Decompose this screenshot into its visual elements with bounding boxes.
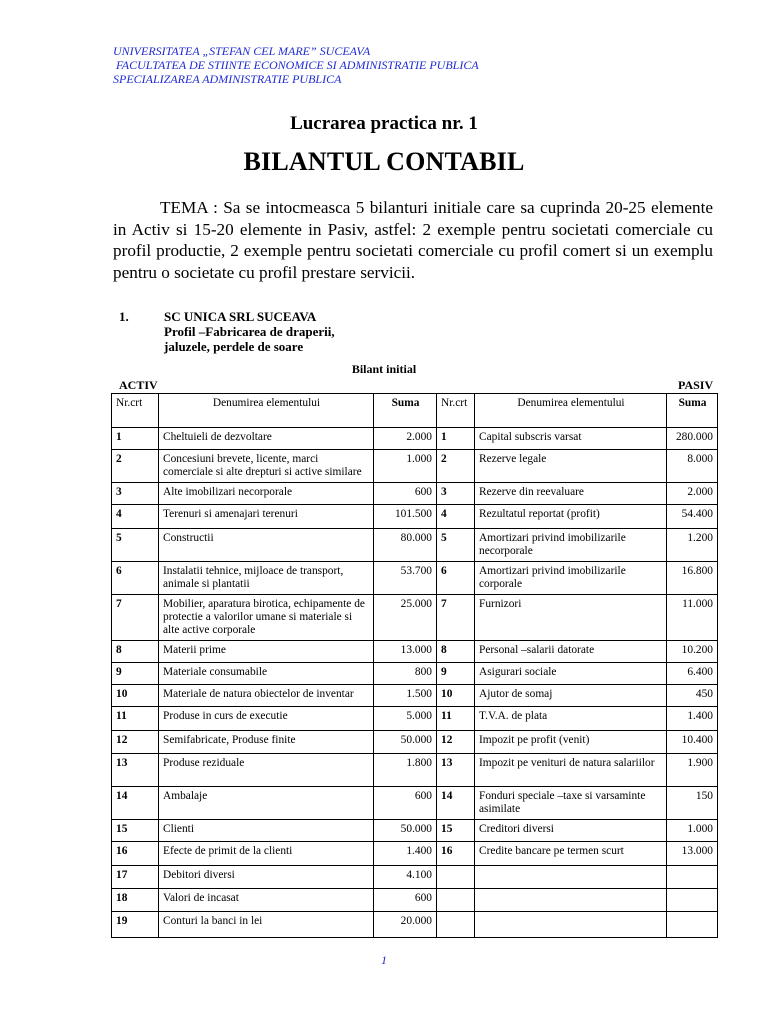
activ-name-cell: Terenuri si amenajari terenuri [159, 505, 374, 529]
activ-nr-cell: 9 [112, 663, 159, 685]
pasiv-nr-cell: 5 [437, 529, 475, 562]
pasiv-sum-cell: 16.800 [667, 562, 718, 595]
activ-nr-cell: 13 [112, 754, 159, 787]
pasiv-name-cell [475, 866, 667, 889]
pasiv-nr-cell: 14 [437, 787, 475, 820]
activ-sum-cell: 600 [374, 889, 437, 912]
col-header-suma-pasiv: Suma [667, 394, 718, 428]
pasiv-name-cell: Asigurari sociale [475, 663, 667, 685]
activ-sum-cell: 80.000 [374, 529, 437, 562]
activ-name-cell: Constructii [159, 529, 374, 562]
activ-sum-cell: 101.500 [374, 505, 437, 529]
activ-sum-cell: 600 [374, 483, 437, 505]
pasiv-name-cell [475, 889, 667, 912]
pasiv-name-cell: Rezerve din reevaluare [475, 483, 667, 505]
pasiv-sum-cell: 54.400 [667, 505, 718, 529]
activ-nr-cell: 4 [112, 505, 159, 529]
activ-sum-cell: 50.000 [374, 731, 437, 754]
activ-name-cell: Debitori diversi [159, 866, 374, 889]
table-row [112, 866, 718, 889]
pasiv-sum-cell [667, 889, 718, 912]
table-header-row [112, 394, 718, 428]
pasiv-nr-cell: 2 [437, 450, 475, 483]
pasiv-name-cell: Creditori diversi [475, 820, 667, 842]
table-row [112, 754, 718, 787]
pasiv-sum-cell: 1.000 [667, 820, 718, 842]
pasiv-sum-cell: 150 [667, 787, 718, 820]
activ-sum-cell: 53.700 [374, 562, 437, 595]
activ-name-cell: Conturi la banci in lei [159, 912, 374, 938]
pasiv-name-cell: T.V.A. de plata [475, 707, 667, 731]
pasiv-name-cell [475, 912, 667, 938]
col-header-denumire-activ: Denumirea elementului [159, 394, 374, 428]
university-header [113, 44, 479, 86]
pasiv-nr-cell [437, 912, 475, 938]
pasiv-sum-cell: 10.400 [667, 731, 718, 754]
col-header-nr-activ: Nr.crt [112, 394, 159, 428]
company-profile-line1: Profil –Fabricarea de draperii, [164, 324, 335, 339]
col-header-suma-activ: Suma [374, 394, 437, 428]
bilant-title: Bilant initial [351, 362, 417, 376]
pasiv-sum-cell: 1.400 [667, 707, 718, 731]
pasiv-sum-cell [667, 866, 718, 889]
pasiv-sum-cell: 6.400 [667, 663, 718, 685]
activ-sum-cell: 1.500 [374, 685, 437, 707]
activ-name-cell: Cheltuieli de dezvoltare [159, 428, 374, 450]
table-row [112, 562, 718, 595]
pasiv-name-cell: Personal –salarii datorate [475, 641, 667, 663]
header-specialization: SPECIALIZAREA ADMINISTRATIE PUBLICA [113, 72, 342, 86]
pasiv-nr-cell: 9 [437, 663, 475, 685]
activ-name-cell: Materii prime [159, 641, 374, 663]
activ-nr-cell: 18 [112, 889, 159, 912]
activ-sum-cell: 600 [374, 787, 437, 820]
activ-sum-cell: 13.000 [374, 641, 437, 663]
activ-nr-cell: 11 [112, 707, 159, 731]
page-number: 1 [381, 953, 387, 967]
pasiv-label: PASIV [678, 378, 714, 392]
pasiv-nr-cell: 15 [437, 820, 475, 842]
pasiv-name-cell: Credite bancare pe termen scurt [475, 842, 667, 866]
table-row [112, 912, 718, 938]
activ-sum-cell: 800 [374, 663, 437, 685]
pasiv-nr-cell [437, 866, 475, 889]
pasiv-sum-cell: 280.000 [667, 428, 718, 450]
assignment-text [113, 197, 713, 283]
pasiv-sum-cell: 11.000 [667, 595, 718, 641]
pasiv-nr-cell: 11 [437, 707, 475, 731]
activ-nr-cell: 15 [112, 820, 159, 842]
pasiv-name-cell: Impozit pe profit (venit) [475, 731, 667, 754]
activ-nr-cell: 17 [112, 866, 159, 889]
activ-nr-cell: 1 [112, 428, 159, 450]
activ-nr-cell: 12 [112, 731, 159, 754]
activ-nr-cell: 19 [112, 912, 159, 938]
col-header-denumire-pasiv: Denumirea elementului [475, 394, 667, 428]
activ-nr-cell: 6 [112, 562, 159, 595]
table-row [112, 505, 718, 529]
table-row [112, 663, 718, 685]
table-row [112, 707, 718, 731]
activ-nr-cell: 3 [112, 483, 159, 505]
pasiv-nr-cell [437, 889, 475, 912]
activ-name-cell: Concesiuni brevete, licente, marci comerciale si alte drepturi si active similare [159, 450, 374, 483]
pasiv-nr-cell: 12 [437, 731, 475, 754]
pasiv-sum-cell [667, 912, 718, 938]
table-row [112, 787, 718, 820]
company-number: 1. [119, 309, 129, 324]
table-row [112, 685, 718, 707]
pasiv-name-cell: Rezultatul reportat (profit) [475, 505, 667, 529]
activ-nr-cell: 8 [112, 641, 159, 663]
activ-nr-cell: 2 [112, 450, 159, 483]
activ-name-cell: Semifabricate, Produse finite [159, 731, 374, 754]
pasiv-name-cell: Rezerve legale [475, 450, 667, 483]
activ-name-cell: Mobilier, aparatura birotica, echipamente de protectie a valorilor umane si materiale si alte active corporale [159, 595, 374, 641]
activ-sum-cell: 2.000 [374, 428, 437, 450]
pasiv-nr-cell: 10 [437, 685, 475, 707]
activ-name-cell: Ambalaje [159, 787, 374, 820]
activ-sum-cell: 1.400 [374, 842, 437, 866]
table-row [112, 428, 718, 450]
tema-paragraph: TEMA : Sa se intocmeasca 5 bilanturi initiale care sa cuprinda 20-25 elemente in Activ si 15-20 elemente in Pasiv, astfel: 2 exemple pentru societati comerciale cu profil productie, 2 exemple pentru societati comerciale cu profil comert si un exemplu pentru o societate cu profil prestare servicii. [113, 198, 713, 282]
activ-label: ACTIV [119, 378, 158, 392]
activ-sum-cell: 1.000 [374, 450, 437, 483]
activ-name-cell: Alte imobilizari necorporale [159, 483, 374, 505]
activ-sum-cell: 1.800 [374, 754, 437, 787]
pasiv-nr-cell: 3 [437, 483, 475, 505]
table-row [112, 820, 718, 842]
activ-name-cell: Clienti [159, 820, 374, 842]
pasiv-nr-cell: 7 [437, 595, 475, 641]
activ-nr-cell: 14 [112, 787, 159, 820]
pasiv-sum-cell: 450 [667, 685, 718, 707]
activ-sum-cell: 50.000 [374, 820, 437, 842]
pasiv-nr-cell: 8 [437, 641, 475, 663]
pasiv-sum-cell: 8.000 [667, 450, 718, 483]
pasiv-name-cell: Ajutor de somaj [475, 685, 667, 707]
table-row [112, 450, 718, 483]
table-row [112, 842, 718, 866]
balance-sheet-table [111, 393, 718, 938]
company-name: SC UNICA SRL SUCEAVA [164, 309, 317, 324]
table-row [112, 731, 718, 754]
activ-name-cell: Efecte de primit de la clienti [159, 842, 374, 866]
activ-name-cell: Produse reziduale [159, 754, 374, 787]
activ-nr-cell: 16 [112, 842, 159, 866]
activ-sum-cell: 20.000 [374, 912, 437, 938]
activ-sum-cell: 5.000 [374, 707, 437, 731]
document-title: BILANTUL CONTABIL [243, 147, 525, 176]
pasiv-name-cell: Amortizari privind imobilizarile corporale [475, 562, 667, 595]
activ-name-cell: Produse in curs de executie [159, 707, 374, 731]
pasiv-sum-cell: 10.200 [667, 641, 718, 663]
activ-nr-cell: 10 [112, 685, 159, 707]
pasiv-nr-cell: 6 [437, 562, 475, 595]
pasiv-sum-cell: 2.000 [667, 483, 718, 505]
activ-name-cell: Instalatii tehnice, mijloace de transport, animale si plantatii [159, 562, 374, 595]
pasiv-name-cell: Capital subscris varsat [475, 428, 667, 450]
activ-nr-cell: 7 [112, 595, 159, 641]
activ-name-cell: Materiale de natura obiectelor de inventar [159, 685, 374, 707]
company-profile-line2: jaluzele, perdele de soare [164, 339, 304, 354]
pasiv-nr-cell: 16 [437, 842, 475, 866]
pasiv-name-cell: Fonduri speciale –taxe si varsaminte asimilate [475, 787, 667, 820]
col-header-nr-pasiv: Nr.crt [437, 394, 475, 428]
table-row [112, 595, 718, 641]
table-row [112, 529, 718, 562]
activ-name-cell: Materiale consumabile [159, 663, 374, 685]
activ-name-cell: Valori de incasat [159, 889, 374, 912]
activ-sum-cell: 25.000 [374, 595, 437, 641]
pasiv-nr-cell: 13 [437, 754, 475, 787]
pasiv-sum-cell: 1.200 [667, 529, 718, 562]
activ-sum-cell: 4.100 [374, 866, 437, 889]
activ-nr-cell: 5 [112, 529, 159, 562]
table-row [112, 641, 718, 663]
pasiv-name-cell: Furnizori [475, 595, 667, 641]
pasiv-sum-cell: 1.900 [667, 754, 718, 787]
pasiv-sum-cell: 13.000 [667, 842, 718, 866]
document-subtitle: Lucrarea practica nr. 1 [290, 113, 478, 134]
header-faculty: FACULTATEA DE STIINTE ECONOMICE SI ADMINISTRATIE PUBLICA [116, 58, 479, 72]
pasiv-nr-cell: 1 [437, 428, 475, 450]
pasiv-name-cell: Impozit pe venituri de natura salariilor [475, 754, 667, 787]
header-university: UNIVERSITATEA „STEFAN CEL MARE” SUCEAVA [113, 44, 371, 58]
pasiv-name-cell: Amortizari privind imobilizarile necorporale [475, 529, 667, 562]
table-row [112, 483, 718, 505]
pasiv-nr-cell: 4 [437, 505, 475, 529]
table-row [112, 889, 718, 912]
